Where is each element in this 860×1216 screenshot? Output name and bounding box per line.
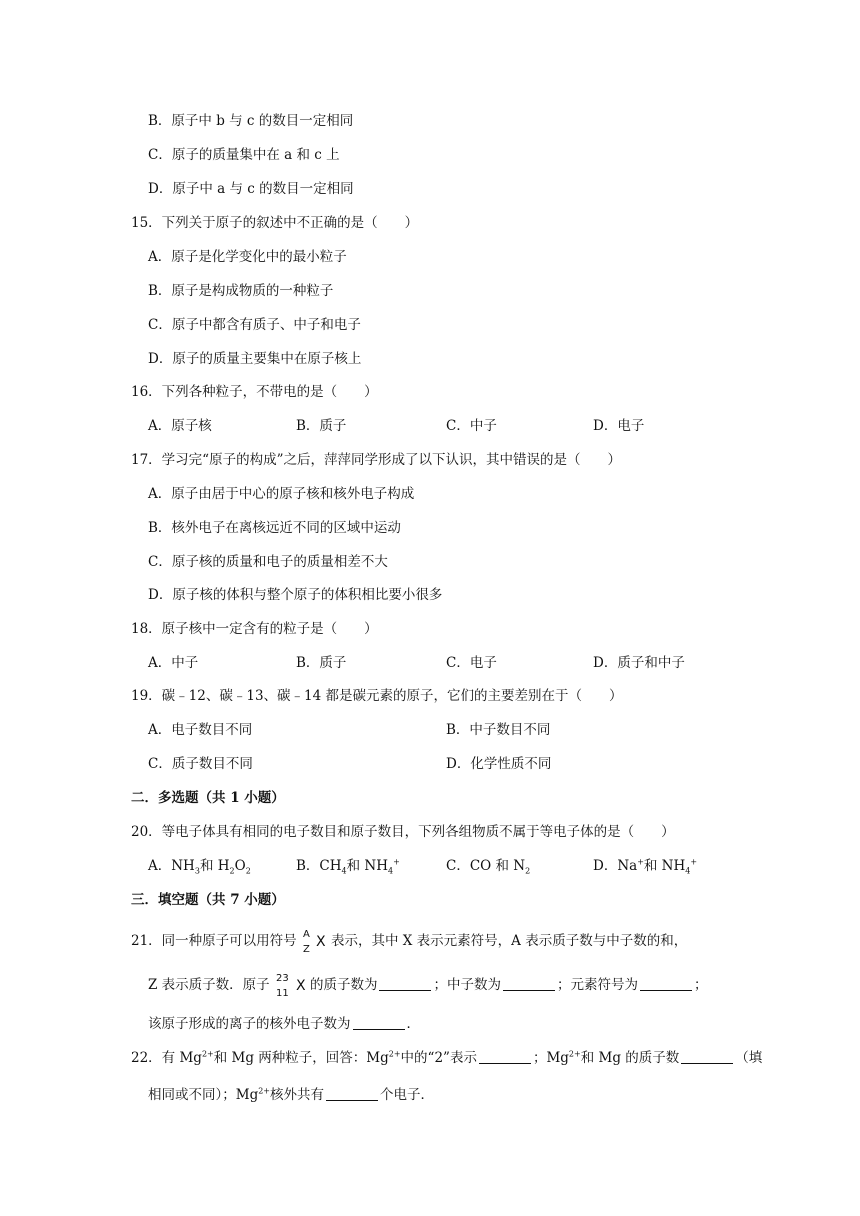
q14-option-d: D．原子中 a 与 c 的数目一定相同 (148, 181, 354, 197)
section-2-heading: 二．多选题（共 1 小题） (131, 790, 285, 806)
q20-option-c: C．CO 和 $N_2$ (446, 858, 531, 876)
q17-option-d: D．原子核的体积与整个原子的体积相比要小很多 (148, 587, 443, 603)
q16-option-d: D．电子 (593, 418, 645, 434)
q17-option-c: C．原子核的质量和电子的质量相差不大 (148, 554, 388, 570)
q22-line1: 22．有 $Mg^{2+}$和 Mg 两种粒子，回答：$Mg^{2+}$中的“2”表示 ；$Mg^{2+}$和 Mg 的质子数 （填 (131, 1049, 763, 1066)
q15-stem: 15．下列关于原子的叙述中不正确的是（ ） (131, 215, 419, 231)
answer-blank-neutron-count[interactable] (503, 976, 555, 991)
answer-blank-electron-total[interactable] (326, 1086, 378, 1101)
answer-blank-proton-compare[interactable] (681, 1049, 733, 1064)
q19-option-c: C．质子数目不同 (148, 756, 253, 772)
q16-option-c: C．中子 (446, 418, 497, 434)
q15-option-b: B．原子是构成物质的一种粒子 (148, 283, 334, 299)
q20-option-d: D．Na+和 $NH_4^+$ (593, 857, 698, 876)
q19-stem: 19．碳﹣12、碳﹣13、碳﹣14 都是碳元素的原子，它们的主要差别在于（ ） (131, 688, 623, 704)
q18-option-c: C．电子 (446, 655, 497, 671)
q21-line1: 21．同一种原子可以用符号 A Z X 表示，其中 X 表示元素符号，A 表示质子数与中子数的和， (131, 929, 688, 955)
q18-option-b: B．质子 (296, 655, 347, 671)
q19-option-a: A．电子数目不同 (148, 722, 253, 738)
q17-stem: 17．学习完“原子的构成”之后，萍萍同学形成了以下认识，其中错误的是（ ） (131, 452, 621, 468)
q16-option-a: A．原子核 (148, 418, 212, 434)
q22-line2: 相同或不同）；$Mg^{2+}$核外共有 个电子． (148, 1086, 435, 1103)
answer-blank-proton-count[interactable] (379, 976, 431, 991)
q17-option-b: B．核外电子在离核远近不同的区域中运动 (148, 520, 401, 536)
answer-blank-element-symbol[interactable] (640, 976, 692, 991)
answer-blank-ion-electron-count[interactable] (353, 1015, 405, 1030)
section-3-heading: 三．填空题（共 7 小题） (131, 892, 285, 908)
q15-option-c: C．原子中都含有质子、中子和电子 (148, 317, 361, 333)
q18-option-a: A．中子 (148, 655, 199, 671)
q16-stem: 16．下列各种粒子，不带电的是（ ） (131, 384, 378, 400)
q14-option-b: B．原子中 b 与 c 的数目一定相同 (148, 113, 354, 129)
q18-stem: 18．原子核中一定含有的粒子是（ ） (131, 621, 378, 637)
q15-option-d: D．原子的质量主要集中在原子核上 (148, 351, 362, 367)
q14-option-c: C．原子的质量集中在 a 和 c 上 (148, 147, 340, 163)
q18-option-d: D．质子和中子 (593, 655, 685, 671)
q19-option-b: B．中子数目不同 (446, 722, 551, 738)
isotope-notation-23-11: 23 11 X (275, 973, 306, 999)
q20-stem: 20．等电子体具有相同的电子数目和原子数目，下列各组物质不属于等电子体的是（ ） (131, 824, 675, 840)
q17-option-a: A．原子由居于中心的原子核和核外电子构成 (148, 486, 415, 502)
q21-line3: 该原子形成的离子的核外电子数为 ． (148, 1016, 420, 1032)
isotope-notation-generic: A Z X (302, 929, 326, 955)
q19-option-d: D．化学性质不同 (446, 756, 552, 772)
q15-option-a: A．原子是化学变化中的最小粒子 (148, 249, 347, 265)
q21-line2: Z 表示质子数．原子 23 11 X 的质子数为 ；中子数为 ；元素符号为 ； (148, 973, 708, 999)
q20-option-a: A．$NH_3$和 $H_2O_2$ (148, 858, 251, 876)
q20-option-b: B．$CH_4$和 $NH_4^+$ (296, 857, 400, 876)
q16-option-b: B．质子 (296, 418, 347, 434)
answer-blank-meaning-of-2[interactable] (479, 1049, 531, 1064)
